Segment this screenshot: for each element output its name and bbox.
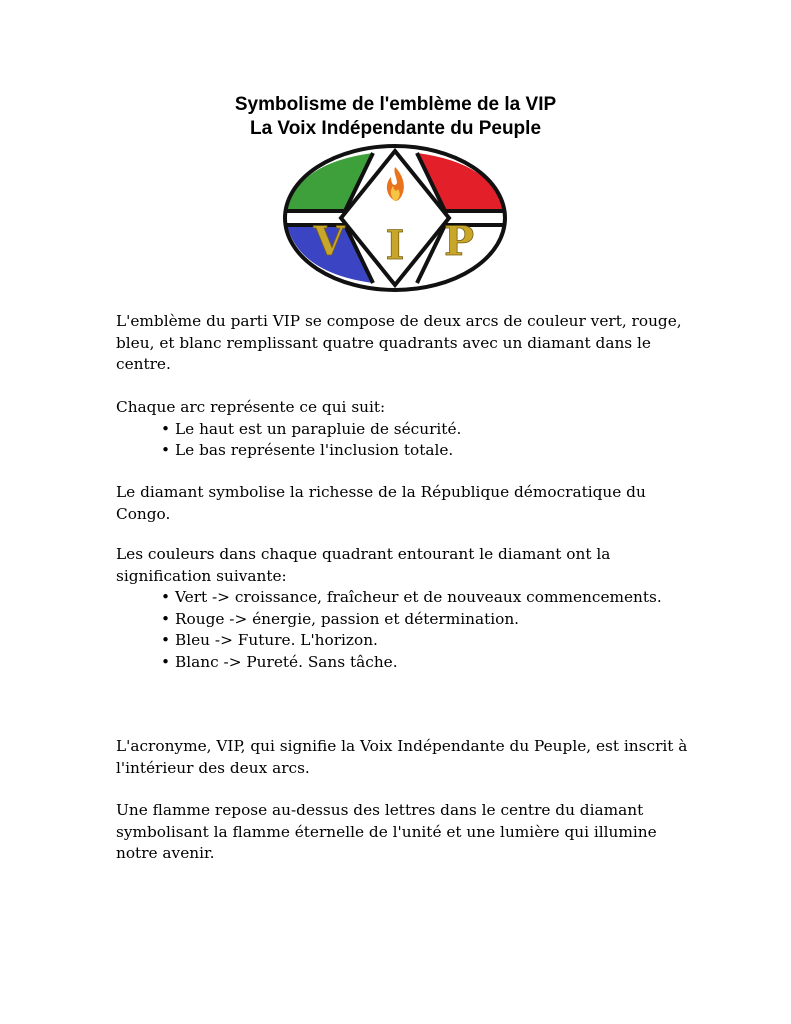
paragraph-acronym: L'acronyme, VIP, qui signifie la Voix Indépendante du Peuple, est inscrit à l'intérieur des deux arcs. [116, 737, 688, 777]
arc-bullet-list [116, 419, 696, 462]
letter-i: I [385, 222, 405, 269]
document-subtitle: La Voix Indépendante du Peuple [249, 118, 542, 139]
list-item: • Le haut est un parapluie de sécurité. [160, 419, 696, 441]
list-item: • Bleu -> Future. L'horizon. [160, 630, 696, 652]
arcs-section [116, 397, 696, 462]
vip-emblem-icon [279, 143, 511, 293]
acronym-section [116, 736, 696, 779]
list-item: • Le bas représente l'inclusion totale. [160, 440, 696, 462]
arcs-intro: Chaque arc représente ce qui suit: [116, 398, 386, 416]
flame-section [116, 800, 696, 865]
color-bullet-list [116, 587, 696, 673]
letter-p: P [443, 218, 475, 265]
list-item: • Blanc -> Pureté. Sans tâche. [160, 652, 696, 674]
list-item: • Rouge -> énergie, passion et détermination. [160, 609, 696, 631]
diamond-section [116, 482, 696, 525]
colors-intro: Les couleurs dans chaque quadrant entourant le diamant ont la signification suivante: [116, 545, 611, 585]
document-title: Symbolisme de l'emblème de la VIP [234, 94, 557, 115]
letter-v: V [313, 218, 345, 265]
list-item: • Vert -> croissance, fraîcheur et de nouveaux commencements. [160, 587, 696, 609]
paragraph-flame: Une flamme repose au-dessus des lettres dans le centre du diamant symbolisant la flamme éternelle de l'unité et une lumière qui illumine notre avenir. [116, 801, 657, 862]
paragraph-diamond: Le diamant symbolise la richesse de la République démocratique du Congo. [116, 483, 646, 523]
paragraph-intro [116, 311, 696, 376]
paragraph-emblem-composition: L'emblème du parti VIP se compose de deux arcs de couleur vert, rouge, bleu, et blanc remplissant quatre quadrants avec un diamant dans le centre. [116, 312, 682, 373]
colors-section [116, 544, 696, 673]
